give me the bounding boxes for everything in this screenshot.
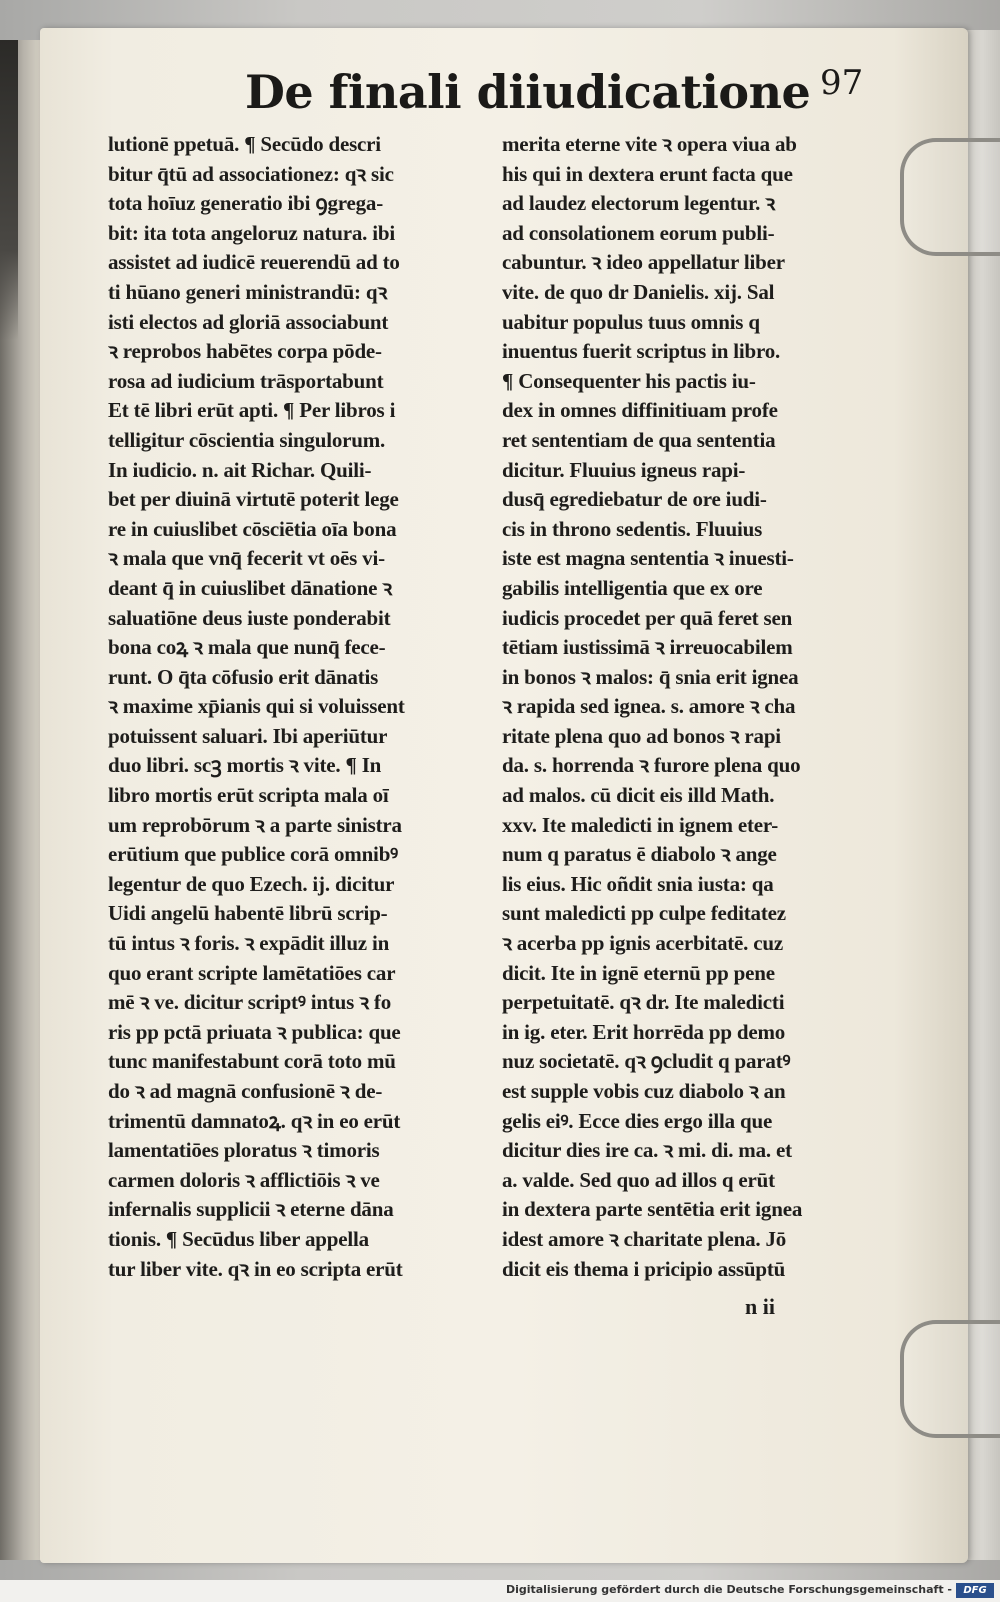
text-column-left [108,130,478,1284]
right-column-line: a. valde. Sed quo ad illos q erūt [502,1167,775,1192]
running-head: De finali diiudicatione [245,65,811,119]
right-column-line: ad laudez electorum legentur. ꝛ [502,191,776,216]
right-column-line: in bonos ꝛ malos: q̄ snia erit ignea [502,664,799,689]
right-column-line: ¶ Consequenter his pactis iu- [502,368,756,393]
left-column-line: tota hoīuz generatio ibi ꝯgrega- [108,191,383,216]
right-column-line: ad malos. cū dicit eis illd Math. [502,783,775,808]
signature-mark: n ii [745,1294,775,1319]
left-column-line: erūtium que publice corā omnibꝰ [108,842,398,867]
right-column-line: in dextera parte sentētia erit ignea [502,1197,803,1222]
right-column-line: dicit eis thema i pricipio assūptū [502,1256,786,1281]
left-column-line: bet per diuinā virtutē poterit lege [108,487,399,512]
left-column-line: assistet ad iudicē reuerendū ad to [108,250,400,275]
right-column-line: inuentus fuerit scriptus in libro. [502,339,781,364]
page-clip-bottom [900,1320,1000,1438]
left-column-line: ꝛ reprobos habētes corpa pōde- [108,339,382,364]
right-column-line: dicit. Ite in ignē eternū pp pene [502,960,775,985]
right-column-line: his qui in dextera erunt facta que [502,161,793,186]
left-column-line: isti electos ad gloriā associabunt [108,309,389,334]
left-column-line: tunc manifestabunt corā toto mū [108,1049,396,1074]
right-column-line: gabilis intelligentia que ex ore [502,575,763,600]
left-column-line: runt. O q̄ta cōfusio erit dānatis [108,664,379,689]
right-column-line: cabuntur. ꝛ ideo appellatur liber [502,250,785,275]
right-column-line: cis in throno sedentis. Fluuius [502,516,763,541]
dfg-logo[interactable]: DFG [956,1583,994,1598]
left-column-line: re in cuiuslibet cōsciētia oīa bona [108,516,397,541]
left-column-line: rosa ad iudicium trāsportabunt [108,368,384,393]
right-column-line: dicitur. Fluuius igneus rapi- [502,457,746,482]
right-column-line: dicitur dies ire ca. ꝛ mi. di. ma. et [502,1138,792,1163]
left-column-line: duo libri. scꝫ mortis ꝛ vite. ¶ In [108,753,382,778]
page-clip-top [900,138,1000,256]
right-column-line: ꝛ acerba pp ignis acerbitatē. cuz [502,931,783,956]
right-column-line: ꝛ rapida sed ignea. s. amore ꝛ cha [502,694,796,719]
left-column-line: potuissent saluari. Ibi aperiūtur [108,723,388,748]
left-column-line: legentur de quo Ezech. ij. dicitur [108,871,395,896]
left-column-line: Et tē libri erūt apti. ¶ Per libros i [108,398,396,423]
right-column-line: sunt maledicti pp culpe feditatez [502,901,786,926]
left-column-line: carmen doloris ꝛ afflictiōis ꝛ ve [108,1167,380,1192]
left-column-line: In iudicio. n. ait Richar. Quili- [108,457,372,482]
left-column-line: bona coꝝ ꝛ mala que nunq̄ fece- [108,635,386,660]
left-column-line: infernalis supplicii ꝛ eterne dāna [108,1197,394,1222]
right-column-line: tētiam iustissimā ꝛ irreuocabilem [502,635,793,660]
left-column-line: um reprobōrum ꝛ a parte sinistra [108,812,402,837]
right-column-line: lis eius. Hic oñdit snia iusta: qa [502,871,774,896]
left-column-line: libro mortis erūt scripta mala oī [108,783,389,808]
right-column-line: dex in omnes diffinitiuam profe [502,398,778,423]
left-column-line: telligitur cōscientia singulorum. [108,427,386,452]
left-column-line: ris pp pctā priuata ꝛ publica: que [108,1019,401,1044]
left-column-line: ꝛ mala que vnq̄ fecerit vt oēs vi- [108,546,385,571]
left-column-line: tū intus ꝛ foris. ꝛ expādit illuz in [108,931,390,956]
right-column-line: est supple vobis cuz diabolo ꝛ an [502,1079,786,1103]
left-column-line: Uidi angelū habentē librū scrip- [108,901,388,926]
left-column-line: do ꝛ ad magnā confusionē ꝛ de- [108,1079,383,1103]
left-column-line: ꝛ maxime xp̄ianis qui si voluissent [108,694,405,719]
right-column-line: num q paratus ē diabolo ꝛ ange [502,842,777,867]
left-column-line: deant q̄ in cuiuslibet dānatione ꝛ [108,575,393,600]
right-column-line: gelis eiꝰ. Ecce dies ergo illa que [502,1108,773,1133]
right-column-line: vite. de quo dr Danielis. xij. Sal [502,279,775,304]
right-column-line: nuz societatē. qꝛ ꝯcludit q paratꝰ [502,1049,791,1074]
folio-number: 97 [820,63,864,103]
right-column-line: merita eterne vite ꝛ opera viua ab [502,132,797,156]
funding-notice: Digitalisierung gefördert durch die Deutsche Forschungsgemeinschaft - [505,1583,952,1596]
right-column-line: ritate plena quo ad bonos ꝛ rapi [502,723,781,748]
left-column-line: trimentū damnatoꝝ. qꝛ in eo erūt [108,1108,401,1133]
left-column-line: bit: ita tota angeloruz natura. ibi [108,220,395,245]
left-column-line: ti hūano generi ministrandū: qꝛ [108,279,388,304]
left-column-line: mē ꝛ ve. dicitur scriptꝰ intus ꝛ fo [108,990,392,1015]
right-column-line: in ig. eter. Erit horrēda pp demo [502,1019,786,1044]
right-column-line: uabitur populus tuus omnis q [502,309,760,334]
left-column-line: bitur q̄tū ad associationez: qꝛ sic [108,161,394,186]
book-binding [0,40,18,340]
right-column-line: idest amore ꝛ charitate plena. Jō [502,1226,787,1251]
right-column-line: iste est magna sententia ꝛ inuesti- [502,546,794,571]
right-column-line: perpetuitatē. qꝛ dr. Ite maledicti [502,990,785,1015]
right-column-line: xxv. Ite maledicti in ignem eter- [502,812,779,837]
right-column-line: da. s. horrenda ꝛ furore plena quo [502,753,801,778]
right-column-line: dusq̄ egrediebatur de ore iudi- [502,487,767,512]
text-column-right [502,130,872,1284]
right-column-line: ret sententiam de qua sententia [502,427,776,452]
footer-bar [0,1580,1000,1602]
left-column-line: lamentatiōes ploratus ꝛ timoris [108,1138,380,1163]
left-column-line: tionis. ¶ Secūdus liber appella [108,1226,369,1251]
right-column-line: ad consolationem eorum publi- [502,220,775,245]
left-column-line: tur liber vite. qꝛ in eo scripta erūt [108,1256,403,1281]
left-column-line: quo erant scripte lamētatiōes car [108,960,396,985]
left-column-line: lutionē ppetuā. ¶ Secūdo descri [108,132,381,156]
left-column-line: saluatiōne deus iuste ponderabit [108,605,391,630]
right-column-line: iudicis procedet per quā feret sen [502,605,793,630]
